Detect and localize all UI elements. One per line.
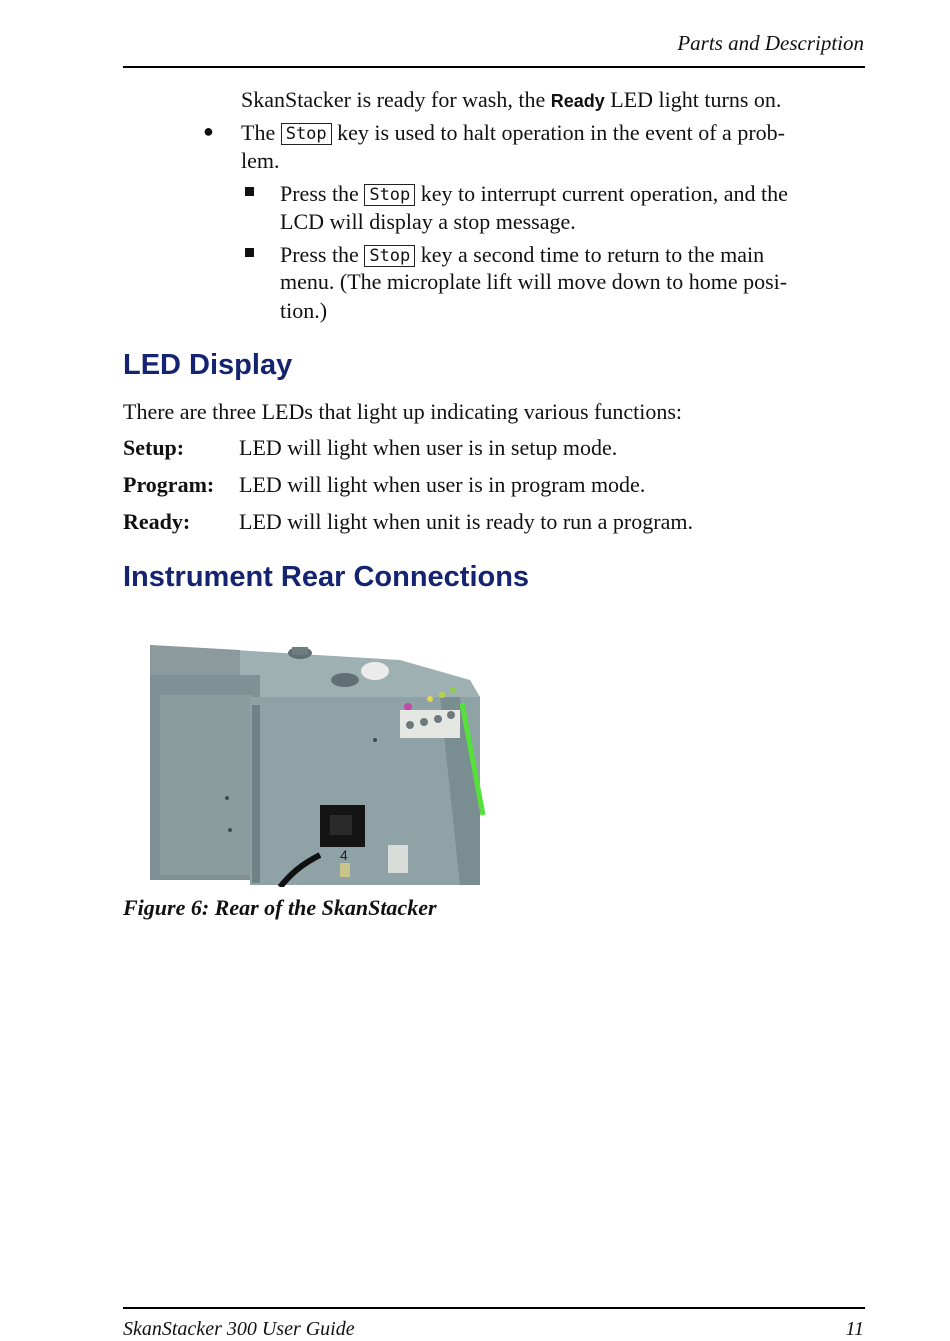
ready-label: Ready <box>550 91 605 111</box>
led-term-setup: Setup: <box>123 435 185 460</box>
sub-bullet-1-line2: LCD will display a stop message. <box>280 209 576 234</box>
sub-bullet-2-line1 <box>280 241 764 269</box>
sub-bullet-1-press: Press the <box>280 181 365 206</box>
stop-key: Stop <box>281 123 332 145</box>
power-inlet-label: 4 <box>340 847 348 863</box>
led-desc-setup: LED will light when user is in setup mode. <box>239 435 618 460</box>
square-bullet-icon <box>245 248 254 257</box>
figure-caption: Figure 6: Rear of the SkanStacker <box>123 895 437 920</box>
led-term-ready: Ready: <box>123 509 191 534</box>
page-number: 11 <box>845 1318 864 1340</box>
running-header: Parts and Description <box>677 31 864 55</box>
sub-bullet-2-text: key a second time to return to the main <box>415 242 765 267</box>
led-term-program: Program: <box>123 472 215 497</box>
sub-bullet-1-line1 <box>280 180 788 208</box>
led-desc-ready: LED will light when unit is ready to run a program. <box>239 509 693 534</box>
footer-guide-title: SkanStacker 300 User Guide <box>123 1318 355 1340</box>
sub-bullet-1-text: key to interrupt current operation, and the <box>415 181 788 206</box>
skanstacker-rear-photo <box>140 635 510 887</box>
led-display-heading: LED Display <box>123 349 293 381</box>
continuation-text <box>241 86 781 115</box>
stop-bullet-line2: lem. <box>241 148 280 173</box>
led-desc-program: LED will light when user is in program mode. <box>239 472 646 497</box>
rear-connections-heading: Instrument Rear Connections <box>123 561 530 593</box>
continuation-suffix: LED light turns on. <box>604 87 782 112</box>
stop-bullet-line1 <box>241 119 785 147</box>
sub-bullet-2-press: Press the <box>280 242 365 267</box>
sub-bullet-2-line2: menu. (The microplate lift will move down to home posi- <box>280 269 788 294</box>
square-bullet-icon <box>245 187 254 196</box>
footer-rule <box>123 1307 865 1309</box>
continuation-prefix: SkanStacker is ready for wash, the <box>241 87 551 112</box>
header-rule <box>123 66 865 68</box>
stop-bullet-the: The <box>241 120 276 145</box>
stop-key: Stop <box>364 184 415 206</box>
stop-bullet-text: key is used to halt operation in the event of a prob- <box>331 120 785 145</box>
bullet-dot-icon: ● <box>203 121 214 141</box>
led-intro: There are three LEDs that light up indicating various functions: <box>123 399 683 424</box>
stop-key: Stop <box>364 245 415 267</box>
sub-bullet-2-line3: tion.) <box>280 298 328 323</box>
